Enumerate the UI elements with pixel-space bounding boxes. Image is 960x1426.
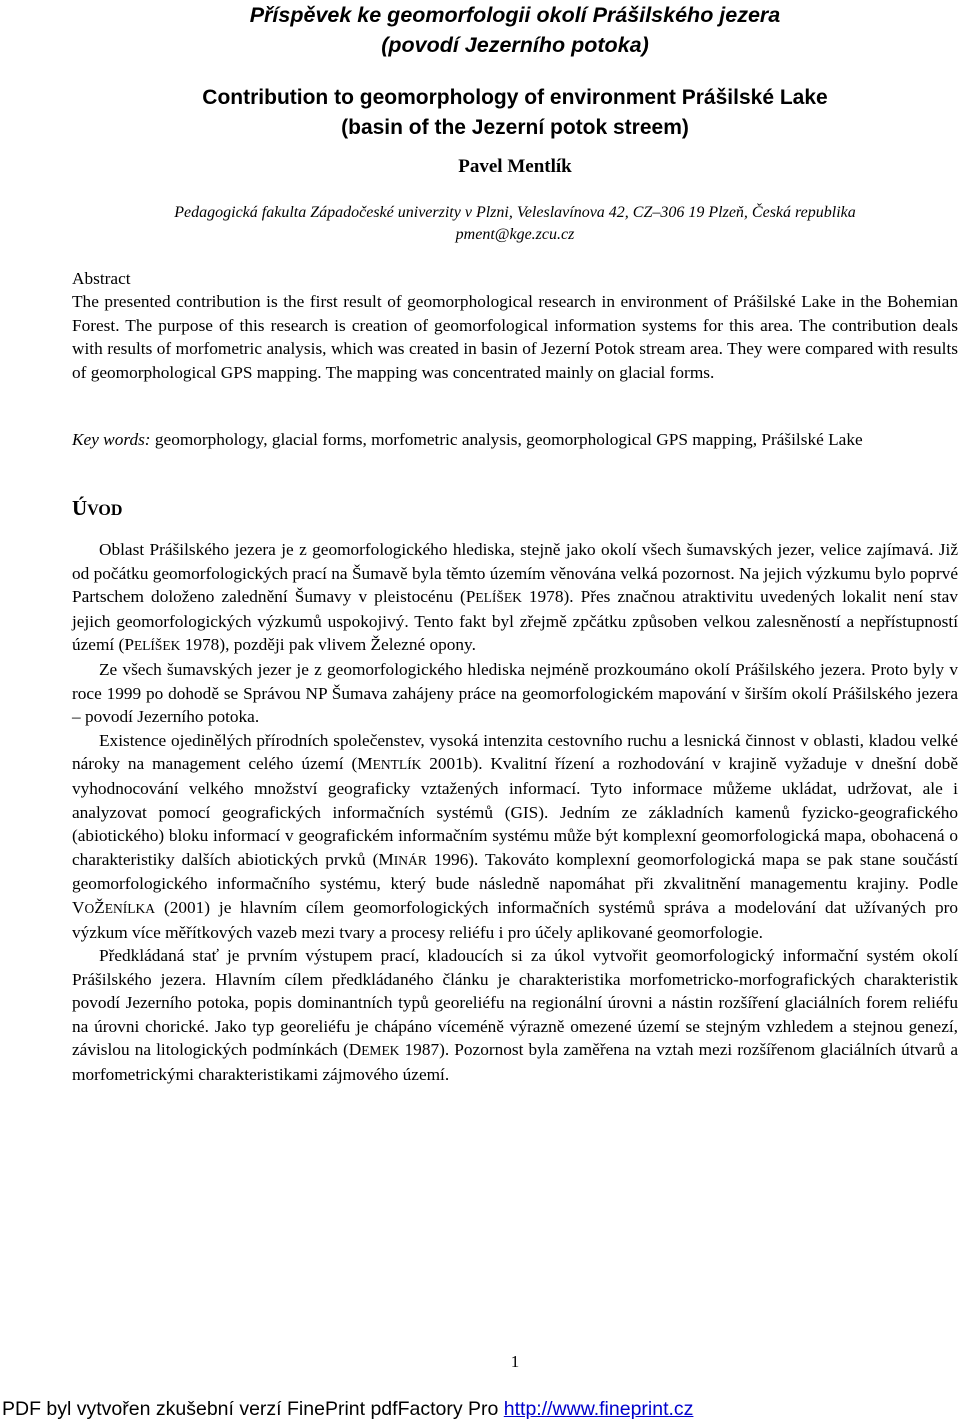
citation-smallcaps: ENTLÍK <box>372 757 422 773</box>
title-czech-line1: Příspěvek ke geomorfologii okolí Prášilského jezera <box>249 3 781 27</box>
paragraph-1 <box>72 538 958 658</box>
author-name: Pavel Mentlík <box>458 156 572 177</box>
citation-minar <box>378 850 426 869</box>
title-czech-line2: (povodí Jezerního potoka) <box>381 33 649 57</box>
paragraph-3 <box>72 729 958 944</box>
title-english-line1: Contribution to geomorphology of environment Prášilské Lake <box>202 86 828 109</box>
paragraph-3-part-b: 2001b). Kvalitní řízení a rozhodování v krajině vyžaduje v dnešní době vyhodnocování velkého množství geograficky vztažených informací. Tyto informace můžeme ukládat, udržovat, ale i analyzovat pomocí geografických informačních systémů (GIS). Jedním ze základních kamenů fyzicko-geografického (abiotického) bloku informací v geografickém informačním systému může být komplexní geomorfologická mapa, obohacená o charakteristiky dalších abiotických prvků ( <box>72 754 958 869</box>
paragraph-2: Ze všech šumavských jezer je z geomorfologického hlediska nejméně prozkoumáno okolí Prášilského jezera. Proto byly v roce 1999 po dohodě se Správou NP Šumava zahájeny práce na geomorfologickém mapování v širším okolí Prášilského jezera – povodí Jezerního potoka. <box>72 659 958 727</box>
paragraph-3-part-d: (2001) je hlavním cílem geomorfologických informačních systémů správa a modelování dat užívaných pro výzkum více měřítkových vazeb mezi tvary a procesy reliéfu i pro účely aplikované geomorfologie. <box>72 897 958 942</box>
citation-smallcaps: O <box>84 900 95 916</box>
keywords-text: geomorphology, glacial forms, morfometric analysis, geomorphological GPS mapping, Prášilské Lake <box>150 430 863 449</box>
page-number: 1 <box>510 1352 520 1371</box>
title-english <box>0 83 960 143</box>
paragraph-4 <box>72 944 958 1087</box>
citation-initial: P <box>124 635 134 655</box>
citation-initial: D <box>348 1040 362 1060</box>
paragraph-3-part-a: Existence ojedinělých přírodních společenstev, vysoká intenzita cestovního ruchu a lesnická činnost v oblasti, kladou velké nároky na management celého území ( <box>72 730 958 774</box>
section-heading-rest: VOD <box>87 502 123 519</box>
section-heading-uvod <box>72 496 122 521</box>
paragraph-1-part-a: Oblast Prášilského jezera je z geomorfologického hlediska, stejně jako okolí všech šumavských jezer, velice zajímavá. Již od počátku geomorfologických prací na Šumavě byla těmto územím věnována velká pozornost. Na jejich výzkumu bylo poprvé Partschem doloženo zalednění Šumavy v pleistocénu ( <box>72 540 958 607</box>
citation-demek <box>349 1040 400 1059</box>
citation-smallcaps: ELÍŠEK <box>133 638 181 654</box>
paragraph-4-part-b: 1987). Pozornost byla zaměřena na vztah mezi rozšířenom glaciálních útvarů a morfometrickými charakteristikami zájmového území. <box>72 1040 958 1085</box>
citation-vozenilka <box>72 898 155 917</box>
section-heading-initial: Ú <box>72 496 88 520</box>
footer-text: PDF byl vytvořen zkušební verzí FinePrint pdfFactory Pro <box>2 1398 504 1420</box>
citation-smallcaps: ENÍLKA <box>104 900 156 916</box>
abstract-heading: Abstract <box>72 269 131 288</box>
citation-initial: M <box>378 849 394 869</box>
footer-link[interactable]: http://www.fineprint.cz <box>503 1398 694 1420</box>
citation-initial: P <box>465 587 476 607</box>
abstract-text: The presented contribution is the first result of geomorphological research in environment of Prášilské Lake in the Bohemian Forest. The purpose of this research is creation of geomorfological information systems for this area. The contribution deals with results of morfometric analysis, which was created in basin of Jezerní Potok stream area. They were compared with results of geomorphological GPS mapping. The mapping was concentrated mainly on glacial forms. <box>72 292 958 382</box>
paragraph-3-part-c: 1996). Takováto komplexní geomorfologická mapa se pak stane součástí geomorfologického informačního systému, který bude následně napomáhat při zkvalitnění managementu krajiny. Podle <box>72 849 958 894</box>
pdf-footer <box>2 1398 693 1421</box>
citation-pelisek-2 <box>124 635 180 654</box>
title-czech <box>0 0 960 60</box>
affiliation <box>0 202 960 246</box>
paragraph-1-part-c: 1978), později pak vlivem Železné opony. <box>180 635 476 655</box>
affiliation-text: Pedagogická fakulta Západočeské univerzity v Plzni, Veleslavínova 42, CZ–306 19 Plzeň, Česká republika <box>174 204 856 221</box>
citation-capital: Ž <box>94 897 105 917</box>
paragraph-4-part-a: Předkládaná stať je prvním výstupem prací, kladoucích si za úkol vytvořit geomorfologický informační systém okolí Prášilského jezera. Hlavním cílem předkládaného článku je charakteristika morfometricko-morfografických charakteristik povodí Jezerního potoka, popis dominantních typů georeliéfu na regionální úrovni a nástin rozšíření glaciálních forem reliéfu na úrovni chorické. Jako typ georeliéfu je chápáno víceméně výrazně omezené území se stejným vzhledem a stejnou genezí, závislou na litologických podmínkách ( <box>72 946 958 1060</box>
paragraph-1-part-b: 1978). Přes značnou atraktivitu uvedených lokalit není stav jejich geomorfologických výzkumů uspokojivý. Tento fakt byl zřejmě zpčátku způsoben velkou zalesněností a nepřístupností území ( <box>72 587 958 655</box>
author-email[interactable]: pment@kge.zcu.cz <box>455 226 575 243</box>
citation-pelisek-1 <box>466 587 522 606</box>
citation-initial: V <box>72 897 85 917</box>
title-english-line2: (basin of the Jezerní potok streem) <box>341 116 689 139</box>
introduction-body <box>72 538 958 1087</box>
citation-mentlik <box>357 754 421 773</box>
citation-smallcaps: EMEK <box>361 1043 400 1059</box>
citation-smallcaps: ELÍŠEK <box>475 590 522 606</box>
citation-smallcaps: INÁR <box>393 852 427 868</box>
keywords-label: Key words: <box>72 430 151 449</box>
keywords <box>72 428 958 452</box>
citation-initial: M <box>357 754 373 774</box>
